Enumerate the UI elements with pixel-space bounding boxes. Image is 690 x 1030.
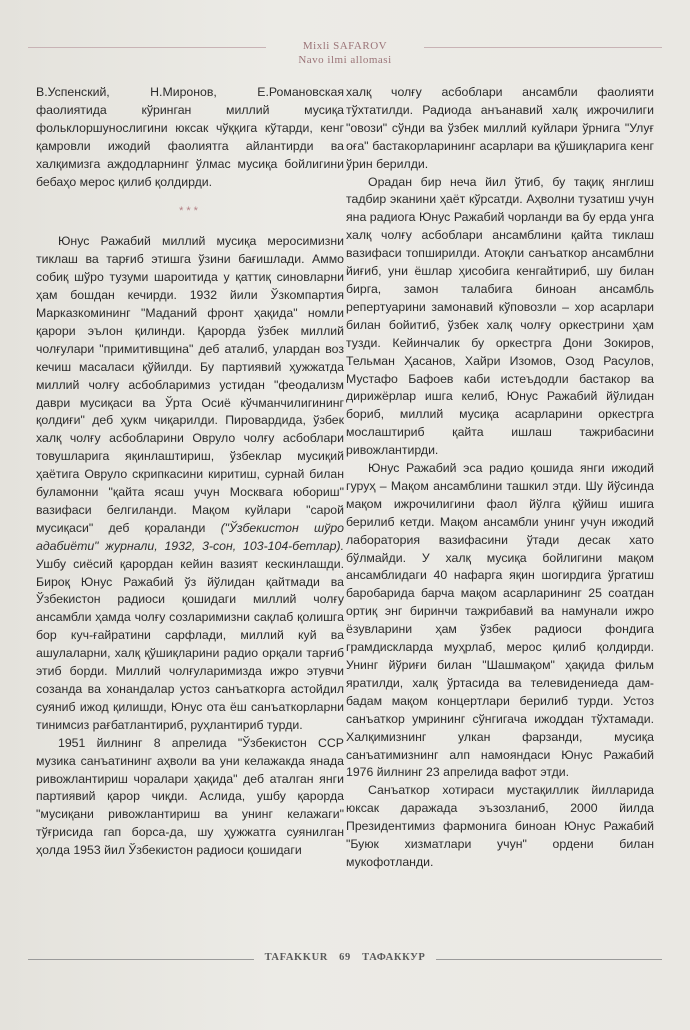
- citation: ("Ўзбекистон шўро адабиёти" журнали, 1932, 3-сон, 103-104-бетлар).: [36, 520, 344, 553]
- running-head: [28, 40, 662, 66]
- paragraph: Орадан бир неча йил ўтиб, бу тақиқ янглиш тадбир эканини ҳаёт кўрсатди. Аҳволни тузатиш учун яна радиога Юнус Ражабий чорланди ва бу ерда унга халқ чолғу асбоблари ансамблини қайта тиклаш вазифаси топширилди. Атоқли санъаткор ансамблни йиғиб, уни ёшлар ҳисобига кенгайтириб, шу билан бирга, замон талабига биноан ансамбль репертуарини замонавий кўповозли – хор асарлари билан бойитиб, ўзбек халқ чолғу оркестрини ҳам тузди. Кейинчалик бу оркестрга Дони Зокиров, Тельман Ҳасанов, Хайри Изомов, Озод Расулов, Мустафо Бафоев каби истеъдодли бастакор ва дирижёрлар ишга келиб, Юнус Ражабий йўлидан бориб, миллий мусиқа асарларини оркестрга мослаштириб қайта ишлаш тажрибасини ривожлантирди.: [346, 174, 654, 458]
- paragraph: халқ чолғу асбоблари ансамбли фаолияти тўхтатилди. Радиода анъанавий халқ ижрочилиги "овози" сўнди ва ўзбек миллий куйлари ўрнига "Улуғ оға" бастакорларининг асарлари ва қўшиқларига кенг ўрин берилди.: [346, 85, 654, 171]
- right-column: [346, 84, 654, 872]
- page-footer: [28, 952, 662, 963]
- left-column: [36, 84, 344, 860]
- journal-name-latin: TAFAKKUR: [264, 952, 328, 963]
- paragraph: [36, 233, 344, 734]
- paragraph: Юнус Ражабий эса радио қошида янги ижодий гуруҳ – Мақом ансамблини ташкил этди. Шу йўсинда мақом ижрочилигини фаол йўлга қўйиш ишига берилиб кетди. Мақом ансамбли унинг учун ижодий лаборатория вазифасини ўтади десак хато бўлмайди. У халқ мусиқа бойлигини мақом ансамблидаги 40 нафарга яқин шогирдига ўргатиш баробарида барча мақом асарларининг 25 соатдан ортиқ энг биринчи тажрибавий ва намунали ижро ёзувларини ҳам ўзбек радиоси фондига грамдискларда муҳрлаб, мерос қилиб қолдирди. Унинг йўриғи билан "Шашмақом" ҳақида фильм яратилди, халқ ўртасида ва телевидениеда дам-бадам мақом концертлари берилиб турди. Устоз санъаткор умрининг сўнгигача ижоддан тўхтамади. Халқимизнинг улкан фарзанди, мусиқа санъатимизнинг алп намояндаси Юнус Ражабий 1976 йилнинг 23 апрелида вафот этди.: [346, 461, 654, 780]
- paragraph-text: Юнус Ражабий миллий мусиқа меросимизни тиклаш ва тарғиб этишга ўзини бағишлади. Аммо собиқ шўро тузуми шароитида у қаттиқ синовларни ҳам бошдан кечирди. 1932 йили Ўзкомпартия Марказкомининг "Маданий фронт ҳақида" номли қарори эълон қилинди. Қарорда ўзбек миллий чолғулари "примитивщина" деб аталиб, улардан воз кечиш масаласи қўйилди. Бу партиявий ҳужжатда миллий чолғу асбобларимиз устидан "феодализм даври мусиқаси ва Ўрта Осиё кўчманчилигининг қолдиғи" деб ҳукм чиқарилди. Пировардида, ўзбек халқ чолғу асбобларини Овруло чолғу асбоблари товушларига яқинлаштириш, ўзбеклар мусиқий ҳаётига Овруло скрипкасини киритиш, сурнай билан буламонни "қайта ясаш учун Москвага юбориш" вазифаси белгиланди. Мақом куйлари "сарой мусиқаси" деб қораланди: [36, 234, 344, 535]
- section-separator: ***: [179, 205, 201, 218]
- page-number: 69: [339, 952, 351, 963]
- paragraph: Санъаткор хотираси мустақиллик йилларида юксак даражада эъзозланиб, 2000 йилда Президентимиз фармонига биноан Юнус Ражабий "Буюк хизматлари учун" ордени билан мукофотланди.: [346, 783, 654, 869]
- article-subtitle: Navo ilmi allomasi: [298, 54, 392, 66]
- journal-name-cyrillic: ТАФАККУР: [362, 952, 426, 963]
- paragraph: В.Успенский, Н.Миронов, Е.Романовская фаолиятида кўринган миллий мусиқа фольклоршунослигини юксак чўққига кўтарди, кенг қамровли ижодий фаолиятга айлантирди ва халқимизга аждодларнинг ўлмас мусиқа бойлигини бебаҳо мерос қилиб қолдирди.: [36, 85, 344, 189]
- paragraph-text: Ушбу сиёсий қарордан кейин вазият кескинлашди. Бироқ Юнус Ражабий ўз йўлидан қайтмади ва Ўзбекистон радиоси қошидаги миллий чолғу ансамбли ҳамда чолғу созларимизни сақлаб қолишга бор куч-ғайратини сарфлади, миллий куй ва ашулаларни, халқ қўшиқларини радио орқали тарғиб этиб борди. Миллий чолғуларимизда ижро этувчи созанда ва хонандалар устоз санъаткорга астойдил суяниб ижод қилишди, Юнус ота ёш санъаткорларни тинимсиз рағбатлантириб, руҳлантириб турди.: [36, 556, 344, 732]
- paragraph: 1951 йилнинг 8 апрелида "Ўзбекистон ССР музика санъатининг аҳволи ва уни келажакда янада ривожлантириш чоралари ҳақида" деб аталган янги партиявий қарор чиқди. Аслида, ушбу қарорда "мусиқани ривожлантириш ва унинг келажаги" тўғрисида гап борса-да, шу ҳужжатга суянилган ҳолда 1953 йил Ўзбекистон радиоси қошидаги: [36, 735, 344, 858]
- author-name: Mixli SAFAROV: [28, 40, 662, 52]
